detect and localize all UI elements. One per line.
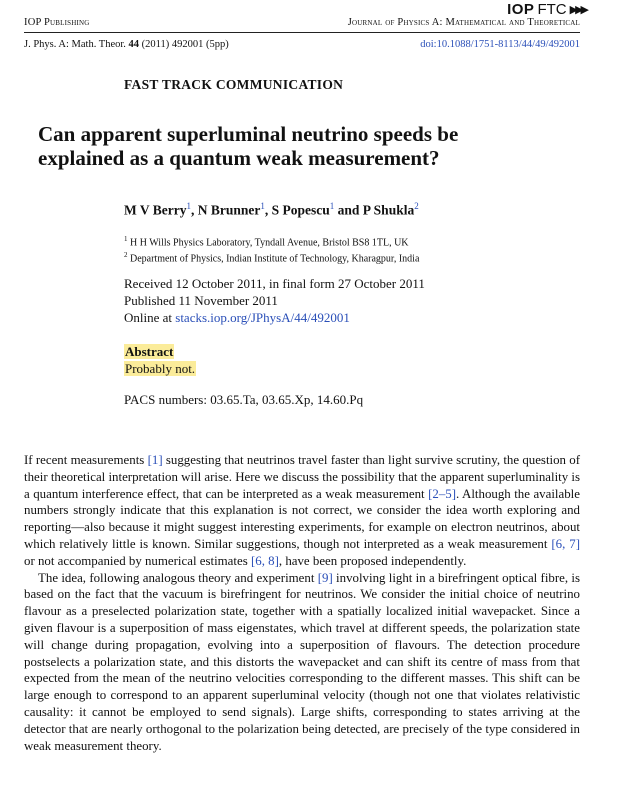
affiliations — [124, 233, 419, 266]
paper-title — [38, 122, 598, 170]
author-separator: and — [334, 202, 363, 218]
citation-suffix: (2011) 492001 (5pp) — [141, 39, 229, 50]
abstract — [124, 343, 196, 377]
logo-brand: IOP — [507, 1, 535, 18]
iop-ftc-logo — [507, 1, 586, 18]
author-list — [124, 201, 419, 219]
section-label: FAST TRACK COMMUNICATION — [124, 77, 344, 92]
citation-prefix: J. Phys. A: Math. Theor. — [24, 39, 126, 50]
header-rule — [24, 32, 580, 33]
author-name: P Shukla — [362, 202, 415, 218]
body-text-run: , have been proposed independently. — [278, 553, 467, 568]
body-text-run: suggesting that neutrinos travel faster than light survive scrutiny, the question of their theoretical interpretation will arise. Here we discuss the possibility that the apparent superluminality is a quantum interference effect, that can be interpreted as a weak measurement — [24, 453, 580, 501]
author-affiliation-link[interactable]: 1 — [186, 201, 191, 211]
citation-link[interactable]: [6, 7] — [551, 536, 580, 551]
body-text-run: The idea, following analogous theory and experiment — [38, 570, 318, 585]
citation-link[interactable]: [9] — [317, 570, 333, 585]
author-separator: , — [264, 202, 272, 218]
author-separator: , — [190, 202, 198, 218]
abstract-text: Probably not. — [125, 361, 196, 376]
author-affiliation-link[interactable]: 1 — [260, 201, 265, 211]
online-link[interactable]: stacks.iop.org/JPhysA/44/492001 — [175, 310, 350, 325]
affiliation-item — [124, 233, 419, 249]
publisher-name: IOP Publishing — [24, 17, 90, 28]
received-date: Received 12 October 2011, in final form 27 October 2011 — [124, 276, 425, 291]
author-name: N Brunner — [197, 202, 261, 218]
affiliation-text: Department of Physics, Indian Institute of Technology, Kharagpur, India — [130, 253, 420, 265]
affiliation-text: H H Wills Physics Laboratory, Tyndall Avenue, Bristol BS8 1TL, UK — [130, 237, 409, 249]
published-date: Published 11 November 2011 — [124, 293, 278, 308]
body-text-run: involving light in a birefringent optical fibre, is based on the fact that the vacuum is birefringent for neutrinos. We consider the initial choice of neutrino flavour as a preselected polarization state, together with a spatially localized initial wavepacket. Since a given flavour is a superposition of mass eigenstates, which travel at different speeds, the polarization state will change during propagation, evolving into a superposition of flavours. The detection procedure postselects a polarization state, and this distorts the wavepacket and can shift its centre of mass from that expected from the mean of the neutrino velocities corresponding to the different masses. This shift can be large enough to correspond to an apparent superluminal velocity (though not one that violates relativistic causality: it cannot be employed to send signals). Large shifts, corresponding to states arriving at the detector that are nearly orthogonal to the polarization being detected, are precisely of the type considered in weak measurement theory. — [24, 570, 580, 753]
journal-citation — [24, 39, 229, 50]
author-affiliation-link[interactable]: 1 — [329, 201, 335, 211]
journal-name: Journal of Physics A: Mathematical and Theoretical — [347, 17, 580, 28]
online-prefix: Online at — [124, 310, 176, 325]
pacs-numbers: PACS numbers: 03.65.Ta, 03.65.Xp, 14.60.Pq — [124, 392, 364, 407]
logo-product: FTC — [537, 1, 567, 18]
online-line — [124, 309, 425, 326]
author-name: M V Berry — [124, 202, 187, 218]
author-affiliation-link[interactable]: 2 — [414, 201, 419, 211]
body-text-run: or not accompanied by numerical estimates — [24, 553, 251, 568]
doi-link[interactable]: doi:10.1088/1751-8113/44/49/492001 — [420, 39, 580, 50]
logo-arrows-icon: ▶▶▶ — [569, 4, 586, 16]
citation-link[interactable]: [1] — [147, 453, 163, 467]
citation-link[interactable]: [6, 8] — [250, 553, 279, 568]
title-line: explained as a quantum weak measurement? — [38, 146, 440, 170]
body-text-run: . Although the available numbers strongly indicate that this explanation is not correct, we consider the idea worth exploring and reporting—also because it might suggest interesting experiments, for example on electron neutrinos, about which relatively little is known. Similar suggestions, though not interpreted as a weak measurement — [24, 486, 580, 551]
body-text — [24, 452, 580, 754]
abstract-heading: Abstract — [125, 344, 174, 359]
author-name: S Popescu — [271, 202, 330, 218]
citation-volume: 44 — [128, 39, 140, 50]
publication-dates — [124, 275, 425, 326]
affiliation-number: 1 — [124, 235, 128, 243]
body-text-run: If recent measurements — [24, 453, 148, 467]
citation-link[interactable]: [2–5] — [428, 486, 457, 501]
title-line: Can apparent superluminal neutrino speeds be — [38, 122, 459, 146]
body-paragraph — [24, 570, 580, 755]
body-paragraph — [24, 452, 580, 570]
affiliation-item — [124, 249, 419, 265]
affiliation-number: 2 — [124, 251, 128, 260]
